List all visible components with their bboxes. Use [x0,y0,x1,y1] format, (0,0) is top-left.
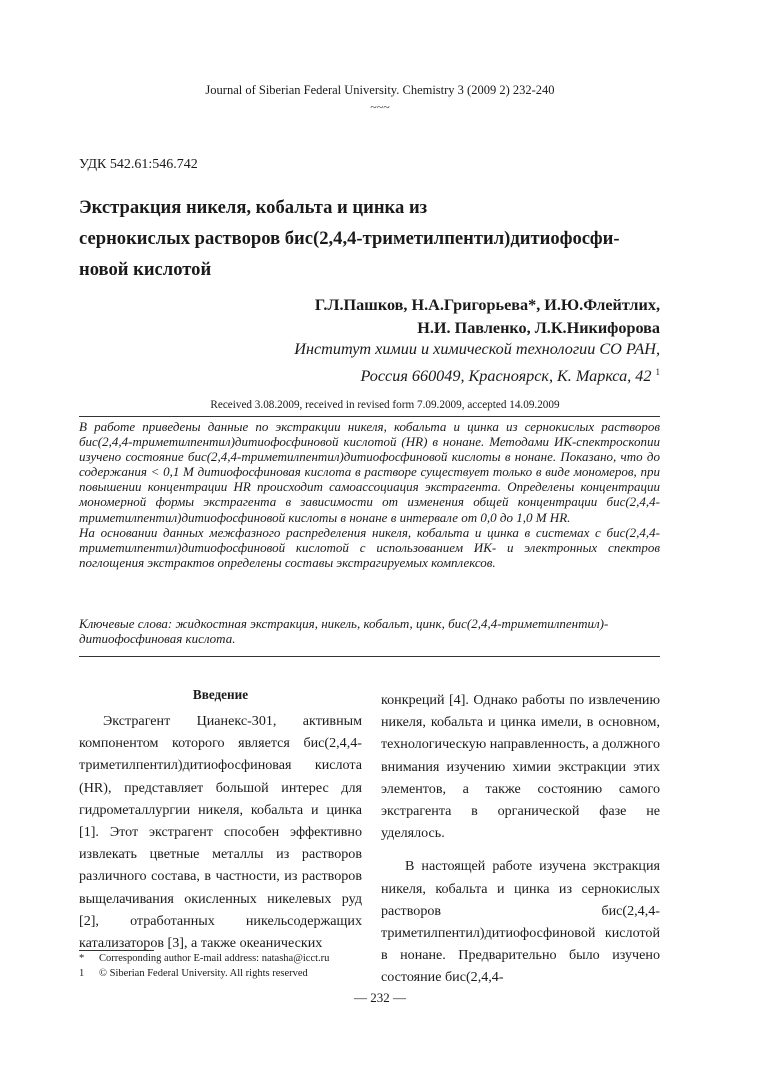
header-ornament: ~~~ [370,100,390,114]
footnote-mark: 1 [79,968,85,979]
footnote-text: Corresponding author E-mail address: natasha@icct.ru [99,953,330,964]
body-column-left [79,686,362,954]
footnote [79,951,329,966]
body-paragraph: Экстрагент Цианекс-301, активным компонентом которого является бис(2,4,4-триметилпентил)дитиофосфиновая кислота (HR), представляет большой интерес для гидрометаллургии никеля, кобальта и цинка [1]. Этот экстрагент способен эффективно извлекать цветные металлы из растворов различного состава, в частности, из растворов выщелачивания окисленных никелевых руд [2], отработанных никельсодержащих катализаторов [3], а также океанических [79,713,362,952]
title-line: сернокислых растворов бис(2,4,4-триметилпентил)дитиофосфи- [79,228,620,249]
body-paragraph: В настоящей работе изучена экстракция никеля, кобальта и цинка из сернокислых растворов бис(2,4,4-триметилпентил)дитиофосфиновой кислотой в нонане. Предварительно было изучено состояние бис(2,4,4- [381,858,660,986]
abstract [79,419,660,570]
affiliation-line: Институт химии и химической технологии СО РАН, [294,340,660,358]
footnote-mark: * [79,953,85,964]
affiliation [294,338,660,387]
title-line: новой кислотой [79,259,212,280]
udc-code: УДК 542.61:546.742 [79,157,198,172]
journal-header: Journal of Siberian Federal University. Chemistry 3 (2009 2) 232-240 [205,83,555,97]
abstract-top-rule [79,416,660,417]
abstract-paragraph: На основании данных межфазного распределения никеля, кобальта и цинка в системах с бис(2,4,4-триметилпентил)дитиофосфиновой кислотой с использованием ИК- и электронных спектров поглощения экстрактов определены составы экстрагируемых комплексов. [79,524,660,570]
author-line: Н.И. Павленко, Л.К.Никифорова [417,318,660,337]
abstract-paragraph: В работе приведены данные по экстракции никеля, кобальта и цинка из сернокислых растворов бис(2,4,4-триметилпентил)дитиофосфиновой кислотой (HR) в нонане. Методами ИК-спектроскопии изучено состояние бис(2,4,4-триметилпентил)дитиофосфиновой кислоты в нонане. Показано, что до содержания < 0,1 М дитиофосфиновая кислота в растворе существует только в виде мономеров, при повышении концентрации HR происходит самоассоциация экстрагента. Определены концентрации мономерной формы экстрагента в зависимости от изменения общей концентрации бис(2,4,4-триметилпентил)дитиофосфиновой кислоты в нонане в интервале от 0,0 до 1,0 М HR. [79,419,660,525]
body-paragraph: конкреций [4]. Однако работы по извлечению никеля, кобальта и цинка имели, в основном, технологическую направленность, а должного внимания изучению химии экстракции этих элементов, а также состоянию самого экстрагента в органической фазе не уделялось. [381,692,661,842]
page-number: — 232 — [354,990,406,1005]
received-dates: Received 3.08.2009, received in revised form 7.09.2009, accepted 14.09.2009 [210,399,560,411]
abstract-bottom-rule [79,656,660,657]
keywords: Ключевые слова: жидкостная экстракция, никель, кобальт, цинк, бис(2,4,4-триметилпентил)-дитиофосфиновая кислота. [79,616,609,647]
affiliation-address: Россия 660049, Красноярск, К. Маркса, 42 [360,366,652,385]
section-heading-introduction: Введение [192,687,249,702]
author-line: Г.Л.Пашков, Н.А.Григорьева*, И.Ю.Флейтлих, [314,296,660,314]
affiliation-footnote-mark: 1 [655,366,660,377]
footnotes [79,951,329,981]
footnote [79,966,329,981]
author-list [315,294,660,339]
body-column-right [381,689,660,989]
title-line: Экстракция никеля, кобальта и цинка из [79,197,428,218]
affiliation-line [294,361,660,388]
article-title [79,192,679,285]
footnote-text: © Siberian Federal University. All rights reserved [99,968,308,979]
